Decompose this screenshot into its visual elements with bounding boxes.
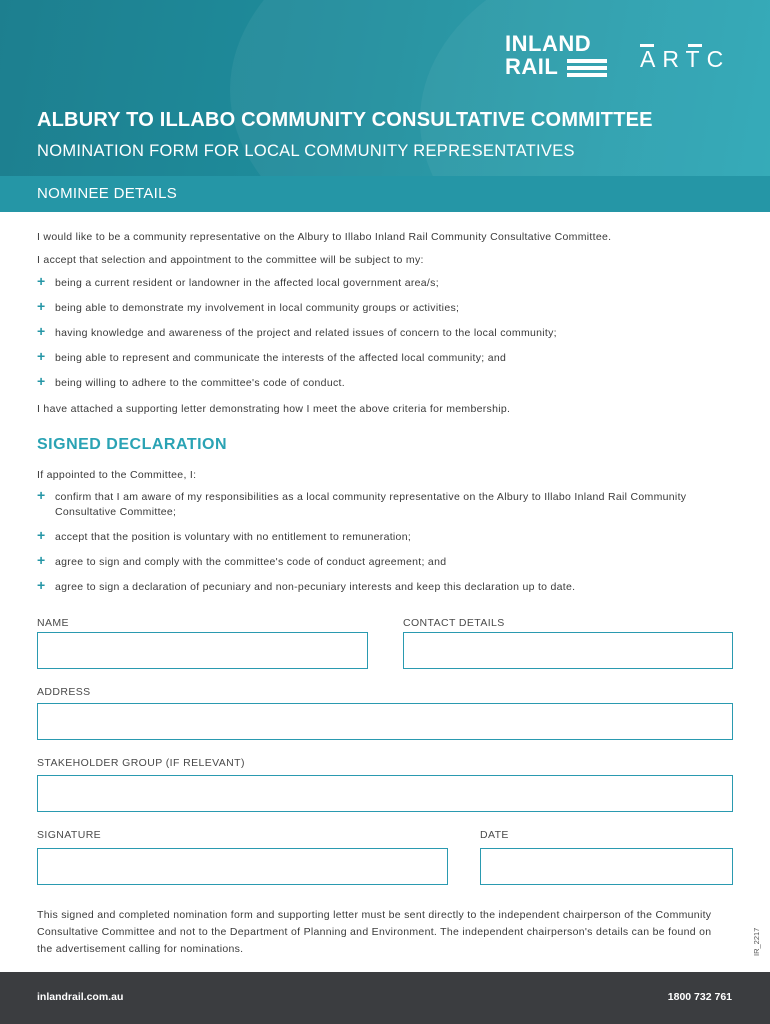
- plus-icon: +: [37, 487, 46, 503]
- nominee-intro: I would like to be a community representative on the Albury to Illabo Inland Rail Community Consultative Committee.: [37, 231, 612, 243]
- nominee-details-heading: NOMINEE DETAILS: [37, 185, 178, 202]
- nominee-accept: I accept that selection and appointment to the committee will be subject to my:: [37, 254, 424, 266]
- plus-icon: +: [37, 373, 46, 389]
- signature-label: SIGNATURE: [37, 829, 102, 841]
- phone-number: 1800 732 761: [667, 991, 732, 1003]
- document-code: IR_2217: [752, 927, 761, 956]
- name-field[interactable]: [37, 632, 368, 669]
- date-label: DATE: [480, 829, 509, 841]
- submission-instructions: This signed and completed nomination form and supporting letter must be sent directly to the independent chairperson of the Community Consultative Committee and not to the Department of Planning and Environment. The independent chairperson's details can be found on the advertisement calling for nominations.: [37, 909, 712, 955]
- page-subtitle: NOMINATION FORM FOR LOCAL COMMUNITY REPRESENTATIVES: [37, 142, 575, 160]
- plus-icon: +: [37, 273, 46, 289]
- artc-logo-text: ARTC: [640, 46, 731, 72]
- plus-icon: +: [37, 298, 46, 314]
- contact-details-label: CONTACT DETAILS: [403, 617, 505, 629]
- website-link[interactable]: inlandrail.com.au: [37, 991, 124, 1003]
- name-label: NAME: [37, 617, 69, 629]
- inland-rail-logo-line1: INLAND: [505, 31, 592, 56]
- supporting-letter-note: I have attached a supporting letter demonstrating how I meet the above criteria for membership.: [37, 403, 511, 415]
- artc-logo: [640, 44, 732, 76]
- footer-bar: [0, 972, 770, 1024]
- inland-rail-logo: [505, 33, 607, 79]
- address-label: ADDRESS: [37, 686, 91, 698]
- declaration-intro: If appointed to the Committee, I:: [37, 469, 197, 481]
- date-field[interactable]: [480, 848, 733, 885]
- plus-icon: +: [37, 323, 46, 339]
- nominee-details-bar: [0, 176, 770, 212]
- plus-icon: +: [37, 552, 46, 568]
- plus-icon: +: [37, 527, 46, 543]
- page-title: ALBURY TO ILLABO COMMUNITY CONSULTATIVE COMMITTEE: [37, 109, 653, 131]
- stakeholder-group-field[interactable]: [37, 775, 733, 812]
- inland-rail-logo-line2: RAIL: [505, 54, 559, 79]
- address-field[interactable]: [37, 703, 733, 740]
- stakeholder-group-label: STAKEHOLDER GROUP (IF RELEVANT): [37, 757, 245, 769]
- header-banner: [0, 0, 770, 176]
- plus-icon: +: [37, 348, 46, 364]
- inland-rail-logo-bars: [567, 59, 607, 77]
- contact-details-field[interactable]: [403, 632, 733, 669]
- signature-field[interactable]: [37, 848, 448, 885]
- plus-icon: +: [37, 577, 46, 593]
- signed-declaration-heading: SIGNED DECLARATION: [37, 436, 228, 453]
